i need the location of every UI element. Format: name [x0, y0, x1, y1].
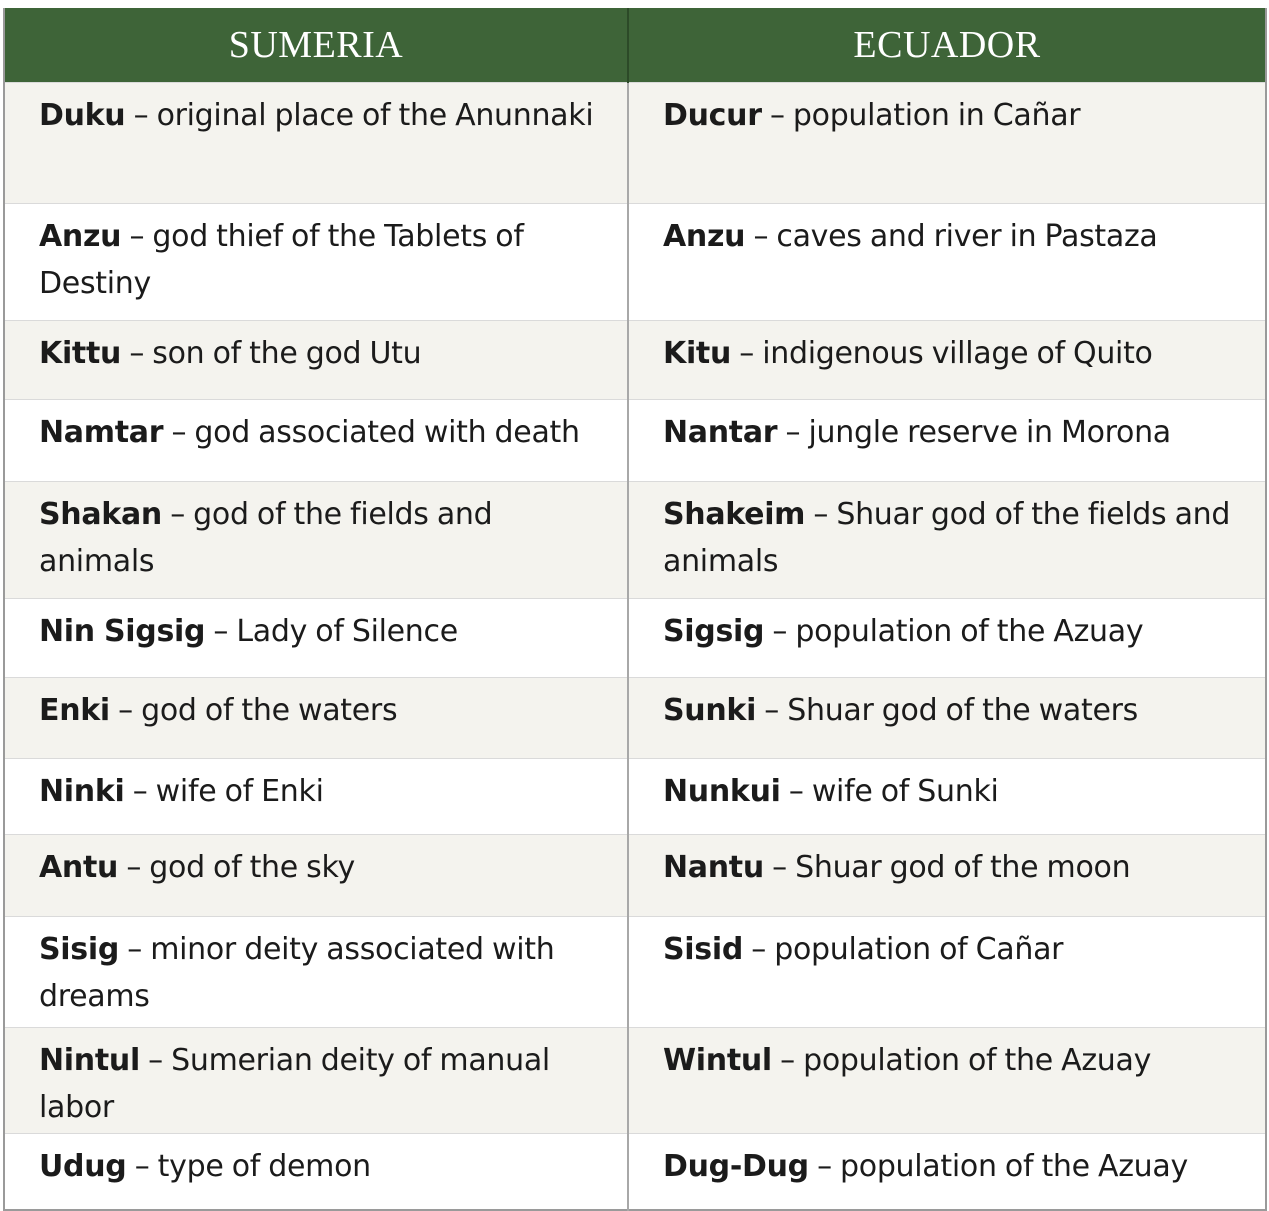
sumeria-description: minor deity associated with dreams [39, 932, 555, 1014]
ecuador-cell [628, 835, 1266, 917]
ecuador-term: Sisid [663, 932, 744, 967]
table-row [4, 917, 1266, 1028]
separator: – [121, 219, 153, 254]
sumeria-term: Shakan [39, 497, 162, 532]
sumeria-description: son of the god Utu [152, 336, 422, 371]
ecuador-cell [628, 759, 1266, 835]
ecuador-description: population in Cañar [792, 98, 1081, 133]
sumeria-description: god associated with death [194, 415, 580, 450]
separator: – [124, 774, 156, 809]
separator: – [756, 693, 788, 728]
separator: – [771, 1043, 804, 1078]
ecuador-cell [628, 599, 1266, 678]
sumeria-cell [4, 599, 628, 678]
separator: – [109, 693, 142, 728]
column-header-ecuador: ECUADOR [628, 8, 1266, 83]
sumeria-cell [4, 1134, 628, 1210]
ecuador-cell [628, 400, 1266, 482]
sumeria-description: god of the fields and animals [39, 497, 493, 579]
table-row [4, 83, 1266, 204]
separator: – [743, 932, 775, 967]
ecuador-cell [628, 917, 1266, 1028]
sumeria-cell [4, 678, 628, 759]
ecuador-description: Shuar god of the fields and animals [663, 497, 1231, 579]
ecuador-cell [628, 204, 1266, 321]
sumeria-description: type of demon [157, 1149, 371, 1184]
sumeria-cell [4, 759, 628, 835]
ecuador-cell [628, 83, 1266, 204]
separator: – [761, 98, 793, 133]
separator: – [777, 415, 809, 450]
separator: – [118, 850, 150, 885]
sumeria-cell [4, 83, 628, 204]
sumeria-description: original place of the Anunnaki [156, 98, 594, 133]
table-row [4, 400, 1266, 482]
sumeria-term: Antu [39, 850, 119, 885]
ecuador-cell [628, 678, 1266, 759]
separator: – [126, 1149, 158, 1184]
separator: – [125, 98, 157, 133]
sumeria-term: Namtar [39, 415, 164, 450]
ecuador-description: population of the Azuay [795, 614, 1144, 649]
separator: – [163, 415, 195, 450]
separator: – [805, 497, 837, 532]
separator: – [780, 774, 812, 809]
table-row [4, 482, 1266, 599]
ecuador-cell [628, 1028, 1266, 1134]
ecuador-cell [628, 482, 1266, 599]
separator: – [121, 336, 153, 371]
separator: – [205, 614, 237, 649]
separator: – [808, 1149, 841, 1184]
sumeria-description: wife of Enki [155, 774, 324, 809]
sumeria-term: Udug [39, 1149, 127, 1184]
comparison-table [3, 8, 1267, 1211]
table-row [4, 321, 1266, 400]
sumeria-cell [4, 1028, 628, 1134]
sumeria-term: Sisig [39, 932, 120, 967]
separator: – [161, 497, 194, 532]
ecuador-term: Shakeim [663, 497, 806, 532]
separator: – [764, 614, 796, 649]
separator: – [119, 932, 151, 967]
table-row [4, 678, 1266, 759]
table-row [4, 1134, 1266, 1210]
ecuador-term: Anzu [663, 219, 746, 254]
sumeria-cell [4, 321, 628, 400]
separator: – [139, 1043, 172, 1078]
sumeria-cell [4, 917, 628, 1028]
ecuador-term: Kitu [663, 336, 732, 371]
sumeria-cell [4, 204, 628, 321]
ecuador-term: Dug-Dug [663, 1149, 809, 1184]
ecuador-description: indigenous village of Quito [762, 336, 1153, 371]
sumeria-description: Lady of Silence [236, 614, 458, 649]
ecuador-term: Nunkui [663, 774, 781, 809]
sumeria-term: Nintul [39, 1043, 140, 1078]
ecuador-description: population of the Azuay [803, 1043, 1152, 1078]
ecuador-cell [628, 1134, 1266, 1210]
ecuador-term: Nantar [663, 415, 778, 450]
sumeria-description: Sumerian deity of manual labor [39, 1043, 550, 1125]
sumeria-description: god thief of the Tablets of Destiny [39, 219, 524, 301]
sumeria-term: Enki [39, 693, 110, 728]
sumeria-term: Anzu [39, 219, 122, 254]
ecuador-description: Shuar god of the moon [795, 850, 1131, 885]
table-row [4, 204, 1266, 321]
ecuador-description: jungle reserve in Morona [808, 415, 1171, 450]
sumeria-term: Duku [39, 98, 126, 133]
separator: – [731, 336, 763, 371]
table-row [4, 835, 1266, 917]
ecuador-term: Nantu [663, 850, 764, 885]
sumeria-cell [4, 482, 628, 599]
ecuador-description: population of Cañar [774, 932, 1064, 967]
ecuador-term: Ducur [663, 98, 762, 133]
sumeria-description: god of the sky [149, 850, 355, 885]
sumeria-cell [4, 835, 628, 917]
sumeria-cell [4, 400, 628, 482]
table-row [4, 1028, 1266, 1134]
ecuador-description: population of the Azuay [840, 1149, 1188, 1184]
ecuador-cell [628, 321, 1266, 400]
ecuador-description: wife of Sunki [811, 774, 999, 809]
column-header-sumeria: SUMERIA [4, 8, 628, 83]
ecuador-term: Sigsig [663, 614, 765, 649]
ecuador-description: caves and river in Pastaza [776, 219, 1158, 254]
sumeria-term: Ninki [39, 774, 125, 809]
ecuador-description: Shuar god of the waters [787, 693, 1138, 728]
separator: – [763, 850, 796, 885]
ecuador-term: Wintul [663, 1043, 772, 1078]
sumeria-term: Nin Sigsig [39, 614, 206, 649]
sumeria-description: god of the waters [141, 693, 398, 728]
ecuador-term: Sunki [663, 693, 757, 728]
table-row [4, 759, 1266, 835]
table-row [4, 599, 1266, 678]
separator: – [745, 219, 777, 254]
table-header-row [4, 8, 1266, 83]
sumeria-term: Kittu [39, 336, 122, 371]
